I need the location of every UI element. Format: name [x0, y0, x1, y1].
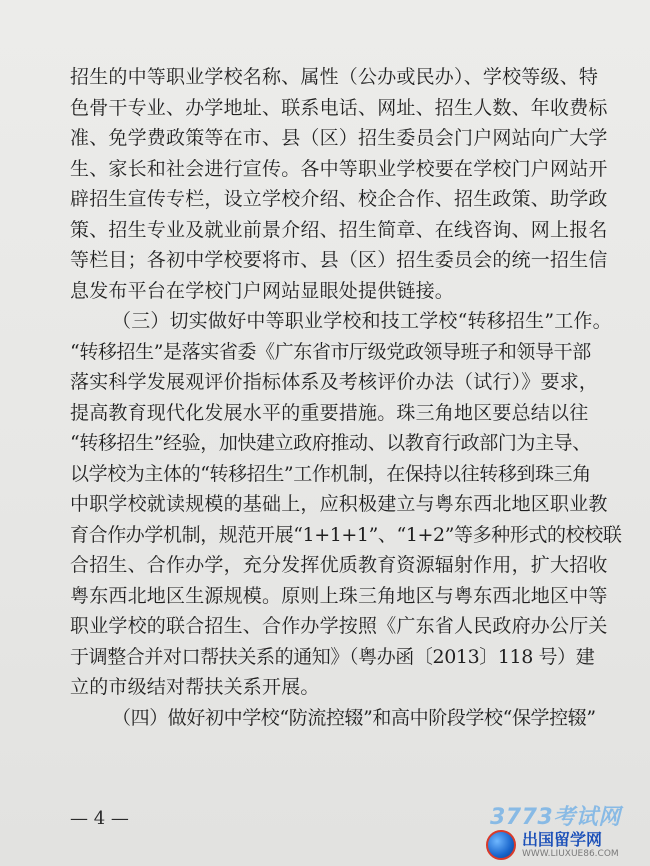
- text-line: “转移招生”经验，加快建立政府推动、以教育行政部门为主导、: [70, 432, 591, 454]
- watermark-liuxue86-text: [522, 829, 619, 859]
- section-heading-4: （四）做好初中学校“防流控辍”和高中阶段学校“保学控辍”: [112, 706, 596, 729]
- text-line: 育合作办学机制，规范开展“1+1+1”、“1+2”等多种形式的校校联: [70, 523, 622, 546]
- section-heading-3: （三）切实做好中等职业学校和技工学校“转移招生”工作。: [112, 310, 612, 332]
- text-line: 色骨干专业、办学地址、联系电话、网址、招生人数、年收费标: [70, 96, 608, 119]
- text-line: 准、免学费政策等在市、县（区）招生委员会门户网站向广大学: [70, 127, 608, 149]
- body-text: [70, 62, 622, 733]
- watermark-3773: 3773考试网: [490, 805, 621, 830]
- watermark-liuxue86-url: WWW.LIUXUE86.COM: [522, 848, 619, 859]
- watermark-liuxue86-title: 出国留学网: [522, 829, 603, 849]
- text-line: 招生的中等职业学校名称、属性（公办或民办）、学校等级、特: [70, 66, 599, 88]
- text-line: 于调整合并对口帮扶关系的通知》（粤办函〔2013〕118 号）建: [70, 645, 595, 668]
- text-line: 落实科学发展观评价指标体系及考核评价办法（试行）》要求，: [70, 371, 599, 393]
- text-line: 粤东西北地区生源规模。原则上珠三角地区与粤东西北地区中等: [70, 584, 608, 607]
- text-line: 以学校为主体的“转移招生”工作机制，在保持以往转移到珠三角: [70, 462, 591, 485]
- text-line: 立的市级结对帮扶关系开展。: [70, 676, 320, 698]
- text-line: 提高教育现代化发展水平的重要措施。珠三角地区要总结以往: [70, 401, 589, 424]
- text-line: “转移招生”是落实省委《广东省市厅级党政领导班子和领导干部: [70, 340, 591, 363]
- text-line: 策、招生专业及就业前景介绍、招生简章、在线咨询、网上报名: [70, 218, 608, 241]
- text-line: 息发布平台在学校门户网站显眼处提供链接。: [70, 279, 455, 302]
- text-line: 辟招生宣传专栏，设立学校介绍、校企合作、招生政策、助学政: [70, 188, 608, 210]
- text-line: 合招生、合作办学，充分发挥优质教育资源辐射作用，扩大招收: [70, 554, 608, 576]
- watermark-liuxue86: [486, 828, 646, 862]
- text-line: 生、家长和社会进行宣传。各中等职业学校要在学校门户网站开: [70, 157, 608, 180]
- text-line: 等栏目；各初中学校要将市、县（区）招生委员会的统一招生信: [70, 249, 608, 271]
- text-line: 中职学校就读规模的基础上，应积极建立与粤东西北地区职业教: [70, 493, 608, 515]
- page-number: — 4 —: [70, 808, 129, 829]
- text-line: 职业学校的联合招生、合作办学按照《广东省人民政府办公厅关: [70, 615, 608, 637]
- globe-icon: [486, 830, 516, 860]
